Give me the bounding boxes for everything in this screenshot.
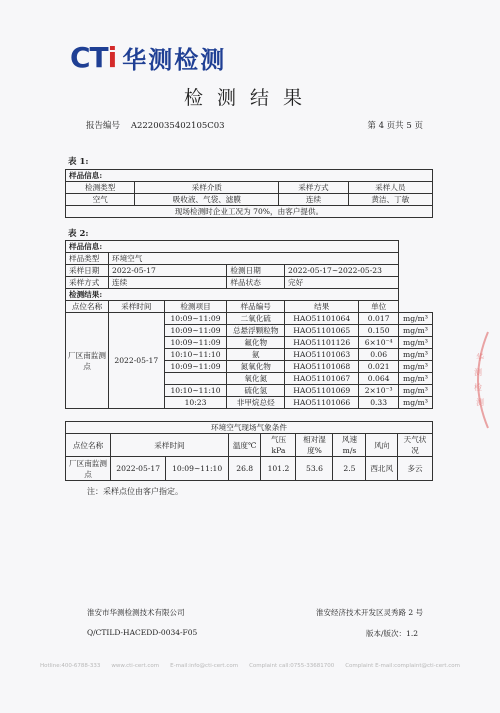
footer-address: 淮安经济技术开发区灵秀路 2 号 bbox=[315, 608, 423, 617]
table1-header: 采样介质 bbox=[135, 182, 279, 194]
results-header: 单位 bbox=[359, 301, 399, 313]
sample-results-table bbox=[65, 240, 433, 409]
test-date-value: 2022-05-17~2022-05-23 bbox=[285, 265, 399, 277]
logo-chinese-name: 华测检测 bbox=[122, 46, 227, 74]
table2-label: 表 2: bbox=[68, 229, 89, 239]
website-text: www.cti-cert.com bbox=[111, 663, 160, 669]
results-id-cell: HAO51101064 bbox=[285, 313, 359, 325]
complaint-call-text: Complaint call:0755-33681700 bbox=[249, 663, 335, 669]
table1-cell: 吸收液、气袋、滤膜 bbox=[135, 194, 279, 206]
results-time-cell: 10:09~11:09 bbox=[164, 313, 227, 325]
sampling-date-value: 2022-05-17 bbox=[109, 265, 227, 277]
table2-section: 样品信息: bbox=[66, 241, 399, 253]
company-logo bbox=[70, 40, 226, 75]
state-value: 完好 bbox=[285, 277, 399, 289]
results-unit-cell: mg/m³ bbox=[398, 361, 432, 373]
results-time-cell: 10:10~11:10 bbox=[164, 385, 227, 397]
results-result-cell: 0.06 bbox=[359, 349, 399, 361]
results-unit-cell: mg/m³ bbox=[398, 373, 432, 385]
results-item-cell: 硫化氢 bbox=[227, 385, 285, 397]
weather-cell: 26.8 bbox=[228, 457, 261, 481]
results-header: 采样时间 bbox=[109, 301, 165, 313]
results-id-cell: HAO51101126 bbox=[285, 337, 359, 349]
weather-header: 风速 m/s bbox=[333, 434, 366, 457]
results-id-cell: HAO51101068 bbox=[285, 361, 359, 373]
email-text: E-mail:info@cti-cert.com bbox=[170, 663, 239, 669]
results-unit-cell: mg/m³ bbox=[398, 349, 432, 361]
results-section: 检测结果: bbox=[66, 289, 399, 301]
table1-header: 采样人员 bbox=[348, 182, 432, 194]
results-unit-cell: mg/m³ bbox=[398, 397, 432, 409]
results-header: 结果 bbox=[285, 301, 359, 313]
test-date-label: 检测日期 bbox=[227, 265, 285, 277]
weather-cell: 2022-05-17 bbox=[111, 457, 166, 481]
weather-header: 相对湿度% bbox=[296, 434, 333, 457]
results-result-cell: 0.150 bbox=[359, 325, 399, 337]
results-item-cell: 氟化物 bbox=[227, 337, 285, 349]
report-number: 报告编号 A2220035402105C03 bbox=[86, 121, 225, 131]
hotline-text: Hotline:400-6788-333 bbox=[40, 663, 101, 669]
svg-text:华: 华 bbox=[476, 353, 484, 362]
svg-text:检: 检 bbox=[474, 383, 482, 392]
results-item-cell: 氧化氮 bbox=[227, 373, 285, 385]
results-id-cell: HAO51101065 bbox=[285, 325, 359, 337]
results-item-cell: 氮氧化物 bbox=[227, 361, 285, 373]
results-header: 点位名称 bbox=[66, 301, 109, 313]
results-result-cell: 0.017 bbox=[359, 313, 399, 325]
footer-doc-code: Q/CTILD-HACEDD-0034-F05 bbox=[87, 628, 198, 637]
results-result-cell: 0.33 bbox=[359, 397, 399, 409]
results-time-cell: 10:10~11:10 bbox=[164, 349, 227, 361]
red-seal-stamp bbox=[462, 330, 492, 430]
logo-cti-mark: CTi bbox=[70, 41, 117, 74]
results-time-cell: 10:09~11:09 bbox=[164, 325, 227, 337]
location-cell: 厂区南监测点 bbox=[66, 313, 109, 409]
results-time-cell: 10:09~11:09 bbox=[164, 361, 227, 373]
weather-cell: 101.2 bbox=[261, 457, 296, 481]
results-result-cell: 0.064 bbox=[359, 373, 399, 385]
footnote: 注：采样点位由客户指定。 bbox=[87, 487, 183, 496]
results-unit-cell: mg/m³ bbox=[398, 337, 432, 349]
results-id-cell: HAO51101069 bbox=[285, 385, 359, 397]
weather-header: 温度℃ bbox=[228, 434, 261, 457]
page-title: 检测结果 bbox=[183, 87, 316, 109]
method-label: 采样方式 bbox=[66, 277, 109, 289]
results-row bbox=[66, 313, 433, 325]
complaint-email-text: Complaint E-mail:complaint@cti-cert.com bbox=[345, 663, 460, 669]
results-id-cell: HAO51101066 bbox=[285, 397, 359, 409]
weather-title: 环境空气现场气象条件 bbox=[66, 422, 433, 434]
results-time-cell: 10:09~11:09 bbox=[164, 337, 227, 349]
sample-type-value: 环境空气 bbox=[109, 253, 399, 265]
method-value: 连续 bbox=[109, 277, 227, 289]
weather-header: 天气状况 bbox=[398, 434, 433, 457]
weather-cell: 2.5 bbox=[333, 457, 366, 481]
weather-header: 气压 kPa bbox=[261, 434, 296, 457]
results-result-cell: 0.021 bbox=[359, 361, 399, 373]
table1-header: 检测类型 bbox=[66, 182, 135, 194]
weather-cell: 西北风 bbox=[366, 457, 398, 481]
sample-info-table-1 bbox=[65, 169, 433, 218]
table1-section: 样品信息: bbox=[66, 170, 433, 182]
results-id-cell: HAO51101067 bbox=[285, 373, 359, 385]
table1-cell: 空气 bbox=[66, 194, 135, 206]
weather-header: 风向 bbox=[366, 434, 398, 457]
svg-text:测: 测 bbox=[476, 398, 484, 407]
results-unit-cell: mg/m³ bbox=[398, 325, 432, 337]
weather-cell: 10:09~11:10 bbox=[166, 457, 229, 481]
results-id-cell: HAO51101063 bbox=[285, 349, 359, 361]
table1-note: 现场检测时企业工况为 70%，由客户提供。 bbox=[66, 206, 433, 218]
results-item-cell: 非甲烷总烃 bbox=[227, 397, 285, 409]
results-item-cell: 二氧化硫 bbox=[227, 313, 285, 325]
table1-cell: 黄洁、丁敏 bbox=[348, 194, 432, 206]
weather-header: 点位名称 bbox=[66, 434, 111, 457]
table1-cell: 连续 bbox=[279, 194, 348, 206]
results-time-cell: 10:23 bbox=[164, 397, 227, 409]
results-result-cell: 2×10⁻³ bbox=[359, 385, 399, 397]
results-header: 样品编号 bbox=[227, 301, 285, 313]
table1-header: 采样方式 bbox=[279, 182, 348, 194]
sampling-date-label: 采样日期 bbox=[66, 265, 109, 277]
footer-version: 版本/版次：1.2 bbox=[366, 629, 418, 638]
results-item-cell: 氨 bbox=[227, 349, 285, 361]
weather-cell: 厂区南监测点 bbox=[66, 457, 111, 481]
sample-type-label: 样品类型 bbox=[66, 253, 109, 265]
results-time-cell bbox=[164, 373, 227, 385]
results-header: 检测项目 bbox=[164, 301, 227, 313]
results-item-cell: 总悬浮颗粒物 bbox=[227, 325, 285, 337]
page-info: 第 4 页共 5 页 bbox=[367, 121, 423, 131]
weather-table bbox=[65, 421, 433, 481]
svg-text:测: 测 bbox=[474, 368, 482, 377]
table1-label: 表 1: bbox=[68, 157, 89, 167]
results-result-cell: 6×10⁻⁴ bbox=[359, 337, 399, 349]
results-unit-cell: mg/m³ bbox=[398, 313, 432, 325]
date-cell: 2022-05-17 bbox=[109, 313, 165, 409]
contact-bar bbox=[40, 663, 460, 669]
footer-company: 淮安市华测检测技术有限公司 bbox=[87, 608, 185, 617]
results-unit-cell: mg/m³ bbox=[398, 385, 432, 397]
weather-header: 采样时间 bbox=[111, 434, 229, 457]
weather-cell: 多云 bbox=[398, 457, 433, 481]
weather-cell: 53.6 bbox=[296, 457, 333, 481]
state-label: 样品状态 bbox=[227, 277, 285, 289]
